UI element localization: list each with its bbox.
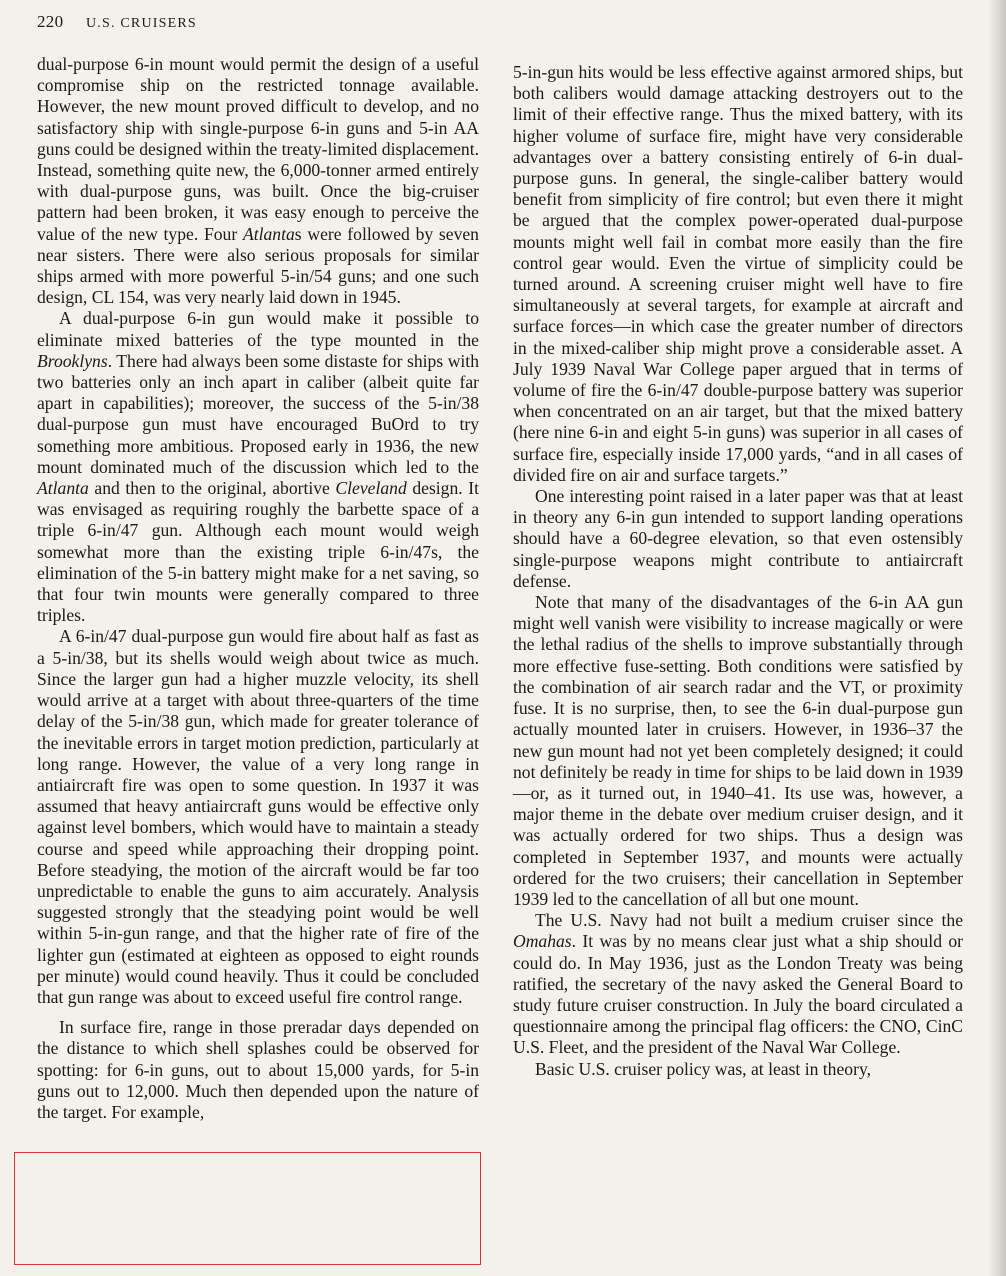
paragraph: A 6-in/47 dual-purpose gun would fire about half as fast as a 5-in/38, but its shells would weigh about twice as much. Since the larger gun had a higher muzzle velocity, its shell would arrive at a target with about three-quarters of the time delay of the 5-in/38 gun, which made for greater tolerance of the inevitable errors in target motion prediction, particularly at long range. However, the value of a very long range in antiaircraft fire was open to some question. In 1937 it was assumed that heavy antiaircraft guns would be effective only against level bombers, which would have to maintain a steady course and speed while approaching their dropping point. Before steadying, the motion of the aircraft would be far too unpredictable to enable the guns to aim accurately. Analysis suggested strongly that the steadying point would be well within 5-in-gun range, and that the higher rate of fire of the lighter gun (estimated at eighteen as opposed to eight rounds per minute) would cound heavily. Thus it could be concluded that gun range was about to exceed useful fire control range.	[37, 626, 479, 1007]
highlight-box	[14, 1152, 481, 1265]
paragraph: Basic U.S. cruiser policy was, at least in theory,	[535, 1058, 871, 1079]
left-column	[37, 54, 479, 1123]
paragraph: One interesting point raised in a later paper was that at least in theory any 6-in gun intended to support landing operations should have a 60-degree elevation, so that even ostensibly single-purpose weapons might contribute to antiaircraft defense.	[513, 486, 963, 591]
paragraph: 5-in-gun hits would be less effective against armored ships, but both calibers would damage attacking destroyers out to the limit of their effective range. Thus the mixed battery, with its higher volume of surface fire, might have very considerable advantages over a battery consisting entirely of 6-in dual-purpose guns. In general, the single-caliber battery would benefit from simplicity of fire control; but even there it might be argued that the complex power-operated dual-purpose mounts might well fail in combat more easily than the fire control gear would. Even the virtue of simplicity could be turned around. A screening cruiser might well have to fire simultaneously at several targets, for example at aircraft and surface forces—in which case the greater number of directors in the mixed-caliber ship might prove a considerable asset. A July 1939 Naval War College paper argued that in terms of volume of fire the 6-in/47 double-purpose battery was superior when concentrated on an air target, but that the mixed battery (here nine 6-in and eight 5-in guns) was superior in all cases of surface fire, especially inside 17,000 yards, “and in all cases of divided fire on air and surface targets.”	[513, 62, 963, 485]
running-head	[37, 12, 197, 32]
highlighted-paragraph: In surface fire, range in those preradar days depended on the distance to which shell splashes could be observed for spotting: for 6-in guns, out to about 15,000 yards, for 5-in guns out to 12,000. Much then depended upon the nature of the target. For example,	[37, 1017, 479, 1122]
paragraph: The U.S. Navy had not built a medium cruiser since the Omahas. It was by no means clear just what a ship should or could do. In May 1936, just as the London Treaty was being ratified, the secretary of the navy asked the General Board to study future cruiser construction. In July the board circulated a questionnaire among the principal flag officers: the CNO, CinC U.S. Fleet, and the president of the Naval War College.	[513, 910, 963, 1058]
paragraph: A dual-purpose 6-in gun would make it possible to eliminate mixed batteries of the type mounted in the Brooklyns. There had always been some distaste for ships with two batteries only an inch apart in caliber (albeit quite far apart in capabilities); moreover, the success of the 5-in/38 dual-purpose gun must have encouraged BuOrd to try something more ambitious. Proposed early in 1936, the new mount dominated much of the discussion which led to the Atlanta and then to the original, abortive Cleveland design. It was envisaged as requiring roughly the barbette space of a triple 6-in/47 gun. Although each mount would weigh somewhat more than the existing triple 6-in/47s, the elimination of the 5-in battery might make for a net saving, so that four twin mounts were generally compared to three triples.	[37, 308, 479, 626]
page-edge-shadow	[988, 0, 1006, 1276]
paragraph: Note that many of the disadvantages of the 6-in AA gun might well vanish were visibility to increase magically or were the lethal radius of the shells to improve substantially through more effective fuse-setting. Both conditions were satisfied by the combination of air search radar and the VT, or proximity fuse. It is no surprise, then, to see the 6-in dual-purpose gun actually mounted later in cruisers. However, in 1936–37 the new gun mount had not yet been completely designed; it could not definitely be ready in time for ships to be laid down in 1939—or, as it turned out, in 1940–41. Its use was, however, a major theme in the debate over medium cruiser design, and it was actually ordered for two ships. Thus a design was completed in September 1937, and mounts were actually ordered for the two cruisers; their cancellation in September 1939 led to the cancellation of all but one mount.	[513, 592, 963, 909]
paragraph: dual-purpose 6-in mount would permit the design of a useful compromise ship on the restricted tonnage available. However, the new mount proved difficult to develop, and no satisfactory ship with single-purpose 6-in guns and 5-in AA guns could be designed within the treaty-limited displacement. Instead, something quite new, the 6,000-tonner armed entirely with dual-purpose guns, was built. Once the big-cruiser pattern had been broken, it was easy enough to perceive the value of the new type. Four Atlantas were followed by seven near sisters. There were also serious proposals for similar ships armed with more powerful 5-in/54 guns; and one such design, CL 154, was very nearly laid down in 1945.	[37, 54, 479, 308]
right-column	[513, 62, 963, 1080]
page-number: 220	[37, 12, 64, 31]
running-title: U.S. CRUISERS	[85, 16, 197, 31]
